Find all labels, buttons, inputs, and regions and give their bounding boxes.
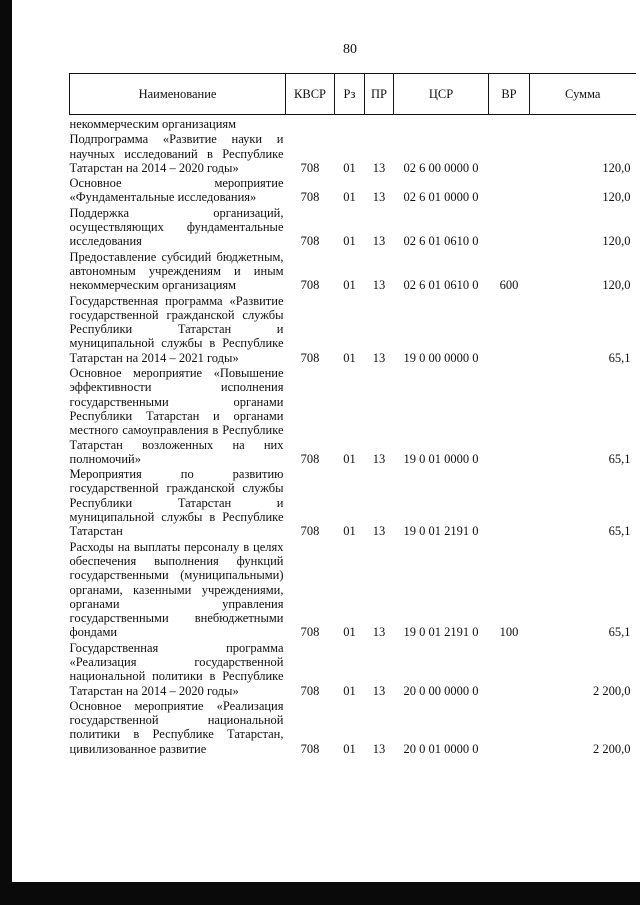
cell-name: Поддержка организаций, осуществляющих фундаментальные исследования	[69, 205, 284, 249]
cell-csr: 19 0 01 0000 0	[403, 451, 479, 466]
table-row	[70, 698, 636, 756]
cell-kvsr: 708	[300, 234, 320, 249]
cell-sum: 120,0	[602, 190, 631, 205]
page-number: 80	[343, 42, 357, 57]
cell-rz: 01	[343, 160, 356, 175]
table-row	[70, 115, 636, 132]
cell-csr: 20 0 01 0000 0	[403, 741, 479, 756]
cell-vr	[489, 640, 530, 698]
cell-sum: 65,1	[608, 625, 631, 640]
cell-vr	[489, 131, 530, 175]
cell-rz: 01	[343, 234, 356, 249]
table-header	[70, 74, 636, 115]
cell-rz: 01	[343, 190, 356, 205]
cell-kvsr: 708	[300, 190, 320, 205]
header-sum: Сумма	[530, 74, 636, 115]
cell-name: Предоставление субсидий бюджетным, автономным учреждениям и иным некоммерческим организациям	[69, 249, 284, 293]
cell-sum: 65,1	[608, 451, 631, 466]
cell-vr	[489, 466, 530, 538]
cell-sum: 2 200,0	[593, 683, 631, 698]
budget-table	[69, 73, 636, 756]
cell-csr: 02 6 01 0000 0	[403, 190, 479, 205]
cell-pr: 13	[372, 234, 386, 249]
table-row	[70, 205, 636, 249]
cell-name: Мероприятия по развитию государственной гражданской службы Республики Татарстан и муниципальной службы в Республике Татарстан	[69, 467, 284, 539]
cell-kvsr	[286, 115, 335, 132]
table-row	[70, 539, 636, 640]
header-csr: ЦСР	[394, 74, 489, 115]
cell-name: Государственная программа «Реализация государственной национальной политики в Республике Татарстан на 2014 – 2020 годы»	[69, 640, 284, 698]
cell-vr	[489, 365, 530, 466]
table-row	[70, 365, 636, 466]
cell-vr: 600	[499, 278, 519, 293]
cell-kvsr: 708	[300, 350, 320, 365]
table-row	[70, 175, 636, 205]
cell-rz: 01	[343, 625, 356, 640]
header-name: Наименование	[70, 74, 286, 115]
cell-kvsr: 708	[300, 278, 320, 293]
header-rz: Рз	[335, 74, 365, 115]
cell-pr: 13	[372, 160, 386, 175]
cell-name: Расходы на выплаты персоналу в целях обеспечения выполнения функций государственными (муниципальными) органами, казенными учреждениями, органами управления государственными внебюджетными фондами	[69, 539, 284, 640]
cell-name: Подпрограмма «Развитие науки и научных исследований в Республике Татарстан на 2014 – 2020 годы»	[69, 132, 284, 175]
table-row	[70, 131, 636, 175]
table-row	[70, 249, 636, 293]
cell-sum: 2 200,0	[593, 741, 631, 756]
cell-rz: 01	[343, 524, 356, 539]
cell-rz: 01	[343, 741, 356, 756]
cell-vr	[489, 698, 530, 756]
table-row	[70, 466, 636, 538]
scan-edge-left	[0, 0, 12, 905]
table-row	[70, 293, 636, 365]
header-vr: ВР	[489, 74, 530, 115]
cell-rz: 01	[343, 350, 356, 365]
cell-sum: 120,0	[602, 234, 631, 249]
cell-name: Основное мероприятие «Фундаментальные исследования»	[69, 176, 284, 205]
cell-name: Основное мероприятие «Повышение эффективности исполнения государственными органами Республики Татарстан и органами местного самоуправления в Республике Татарстан возложенных на них полномочий»	[69, 366, 284, 466]
cell-kvsr: 708	[300, 683, 320, 698]
header-kvsr: КВСР	[286, 74, 335, 115]
cell-csr: 19 0 01 2191 0	[403, 524, 479, 539]
cell-pr: 13	[372, 741, 386, 756]
cell-name: Основное мероприятие «Реализация государственной национальной политики в Республике Татарстан, цивилизованное развитие	[69, 698, 284, 756]
scan-edge-bottom	[0, 882, 640, 905]
cell-csr: 02 6 00 0000 0	[403, 160, 479, 175]
cell-pr: 13	[372, 350, 386, 365]
table-row	[70, 640, 636, 698]
cell-pr: 13	[372, 625, 386, 640]
cell-kvsr: 708	[300, 451, 320, 466]
cell-csr: 19 0 01 2191 0	[403, 625, 479, 640]
cell-name: Государственная программа «Развитие государственной гражданской службы Республики Татарстан и муниципальной службы в Республике Татарстан на 2014 – 2021 годы»	[69, 293, 284, 365]
cell-pr: 13	[372, 524, 386, 539]
cell-sum: 120,0	[602, 160, 631, 175]
cell-rz: 01	[343, 451, 356, 466]
cell-vr	[489, 175, 530, 205]
table-body	[70, 115, 636, 757]
cell-name: некоммерческим организациям	[69, 117, 237, 131]
cell-csr: 19 0 00 0000 0	[403, 350, 479, 365]
cell-kvsr: 708	[300, 524, 320, 539]
cell-kvsr: 708	[300, 625, 320, 640]
cell-pr: 13	[372, 683, 386, 698]
cell-csr: 02 6 01 0610 0	[403, 278, 479, 293]
cell-pr: 13	[372, 190, 386, 205]
cell-sum: 65,1	[608, 524, 631, 539]
cell-csr: 20 0 00 0000 0	[403, 683, 479, 698]
header-pr: ПР	[365, 74, 394, 115]
cell-vr	[489, 205, 530, 249]
cell-pr: 13	[372, 451, 386, 466]
cell-vr	[489, 115, 530, 132]
cell-vr	[489, 293, 530, 365]
cell-rz	[335, 115, 365, 132]
cell-csr: 02 6 01 0610 0	[403, 234, 479, 249]
cell-pr: 13	[372, 278, 386, 293]
cell-csr	[394, 115, 489, 132]
cell-kvsr: 708	[300, 160, 320, 175]
cell-sum: 120,0	[602, 278, 631, 293]
cell-rz: 01	[343, 683, 356, 698]
cell-kvsr: 708	[300, 741, 320, 756]
cell-rz: 01	[343, 278, 356, 293]
cell-sum: 65,1	[608, 350, 631, 365]
cell-pr	[365, 115, 394, 132]
cell-sum	[530, 115, 636, 132]
cell-vr: 100	[499, 625, 519, 640]
